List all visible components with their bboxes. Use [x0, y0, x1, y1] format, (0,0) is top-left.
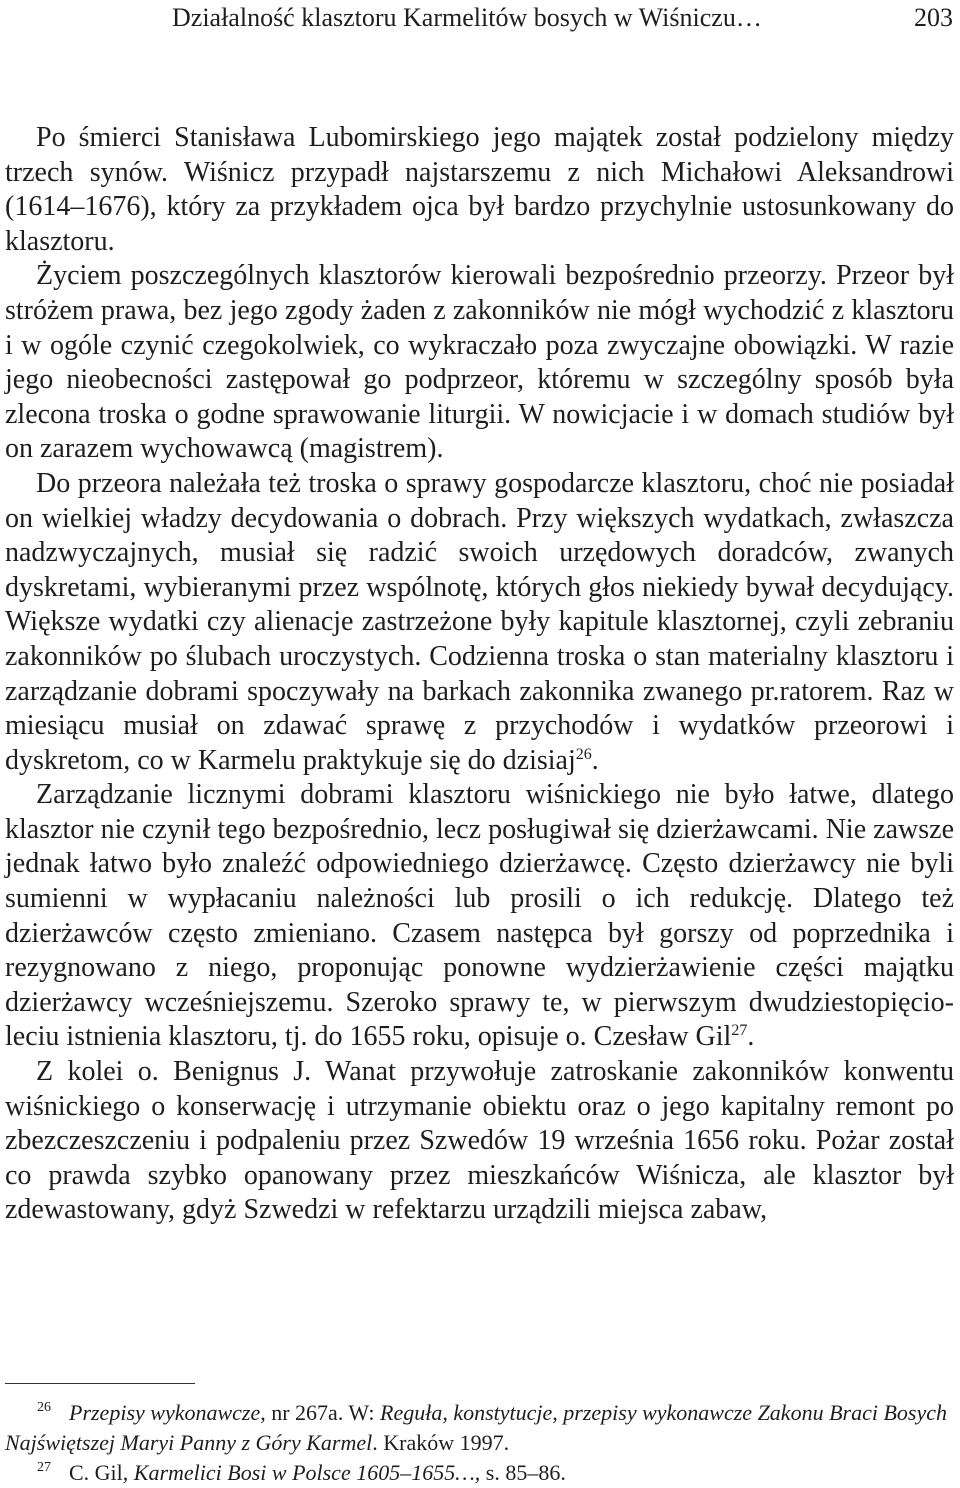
footnote-separator — [5, 1383, 195, 1384]
footnote-27-plain-0: C. Gil, — [69, 1460, 134, 1485]
paragraph-2-text: Życiem poszczególnych klasztorów kierowali bezpośrednio przeorzy. Przeor był stróżem prawa, bez jego zgody żaden z zakonników nie mógł wychodzić z klasztoru i w ogóle czynić czegokolwiek, co wykraczało poza zwyczajne obowiązki. W razie jego nieobecności zastępował go podprzeor, któremu w szczególny sposób była zlecona troska o godne sprawowanie liturgii. W nowicjacie i w domach studiów był on zarazem wychowawcą (magistrem). — [5, 260, 954, 465]
paragraph-4-tail: . — [747, 1021, 755, 1053]
paragraph-2 — [5, 259, 954, 467]
paragraph-4-text: Zarządzanie licznymi dobrami klasztoru wiśnickiego nie było łatwe, dlatego klasztor nie czynił tego bezpośrednio, lecz posługiwał się dzierżawcami. Nie zawsze jednak łatwo było znaleźć odpowiedniego dzierżawcę. Często dzierżawcy nie byli sumienni w wypłacaniu należności lub prosili o ich redukcję. Dlatego też dzierżawców często zmieniano. Czasem następca był gorszy od poprzednika i rezygnowano z niego, proponując ponowne wydzierżawienie części majątku dzierżawcy wcześniejszemu. Szeroko sprawy te, w pierwszym dwudziestopięcioleciu istnienia klasztoru, tj. do 1655 roku, opisuje o. Czesław Gil — [5, 779, 954, 1053]
footnote-26-plain-1: , nr 267a. W: — [260, 1400, 380, 1425]
paragraph-1 — [5, 121, 954, 259]
footnote-27-plain-1: , s. 85–86. — [474, 1460, 566, 1485]
paragraph-5 — [5, 1055, 954, 1228]
footnote-26-italic-1: Przepisy wykonawcze — [69, 1400, 261, 1425]
running-header — [0, 2, 960, 34]
paragraph-4 — [5, 778, 954, 1055]
footnote-reference-26[interactable]: 26 — [575, 745, 592, 763]
footnote-27: 27 C. Gil, Karmelici Bosi w Polsce 1605–1655…, s. 85–86. — [37, 1460, 566, 1485]
body-text — [5, 121, 954, 1228]
footnote-26: 26 Przepisy wykonawcze, nr 267a. W: Reguła, konstytucje, przepisy wykonawcze Zakonu Braci Bosych Najświętszej Maryi Panny z Góry Karmel. Kraków 1997. — [5, 1400, 947, 1455]
paragraph-3 — [5, 467, 954, 778]
footnote-26-italic-2: Reguła, konstytucje, przepisy wykonawcze Zakonu Braci Bosych Najświętszej Maryi Panny z Góry Karmel — [5, 1400, 947, 1455]
footnote-reference-27[interactable]: 27 — [731, 1022, 748, 1040]
paragraph-3-tail: . — [591, 744, 599, 776]
paragraph-5-text: Z kolei o. Benignus J. Wanat przywołuje zatroskanie zakonników konwentu wiśnickiego o konserwację i utrzymanie obiektu oraz o jego kapitalny remont po zbezczeszczeniu i podpaleniu przez Szwedów 19 września 1656 roku. Pożar został co prawda szybko opanowany przez mieszkańców Wiśnicza, ale klasztor był zdewastowany, gdyż Szwedzi w refektarzu urządzili miejsca zabaw, — [5, 1056, 954, 1226]
running-title: Działalność klasztoru Karmelitów bosych w Wiśniczu… — [172, 3, 762, 32]
footnote-26-plain-2: . Kraków 1997. — [372, 1430, 510, 1455]
page-number: 203 — [914, 3, 953, 32]
paragraph-3-text: Do przeora należała też troska o sprawy gospodarcze klasztoru, choć nie posiadał on wielkiej władzy decydowania o dobrach. Przy większych wydatkach, zwłaszcza nadzwyczajnych, musiał się radzić swoich urzędowych doradców, zwanych dyskretami, wybieranymi przez wspólnotę, których głos niekiedy bywał decydujący. Większe wydatki czy alienacje zastrzeżone były kapitule klasztornej, czyli zebraniu zakonników po ślubach uroczystych. Codzienna troska o stan materialny klasztoru i zarządzanie dobrami spoczywały na barkach zakonnika zwanego pr.ratorem. Raz w miesiącu musiał on zdawać sprawę z przychodów i wydatków przeorowi i dyskretom, co w Karmelu praktykuje się do dzisiaj — [5, 467, 954, 776]
paragraph-1-text: Po śmierci Stanisława Lubomirskiego jego majątek został podzielony między trzech synów. Wiśnicz przypadł najstarszemu z nich Michałowi Aleksandrowi (1614–1676), który za przykładem ojca był bardzo przychylnie ustosunkowany do klasztoru. — [5, 122, 954, 257]
footnote-27-italic-1: Karmelici Bosi w Polsce 1605–1655… — [133, 1460, 475, 1485]
footnotes — [5, 1398, 954, 1488]
